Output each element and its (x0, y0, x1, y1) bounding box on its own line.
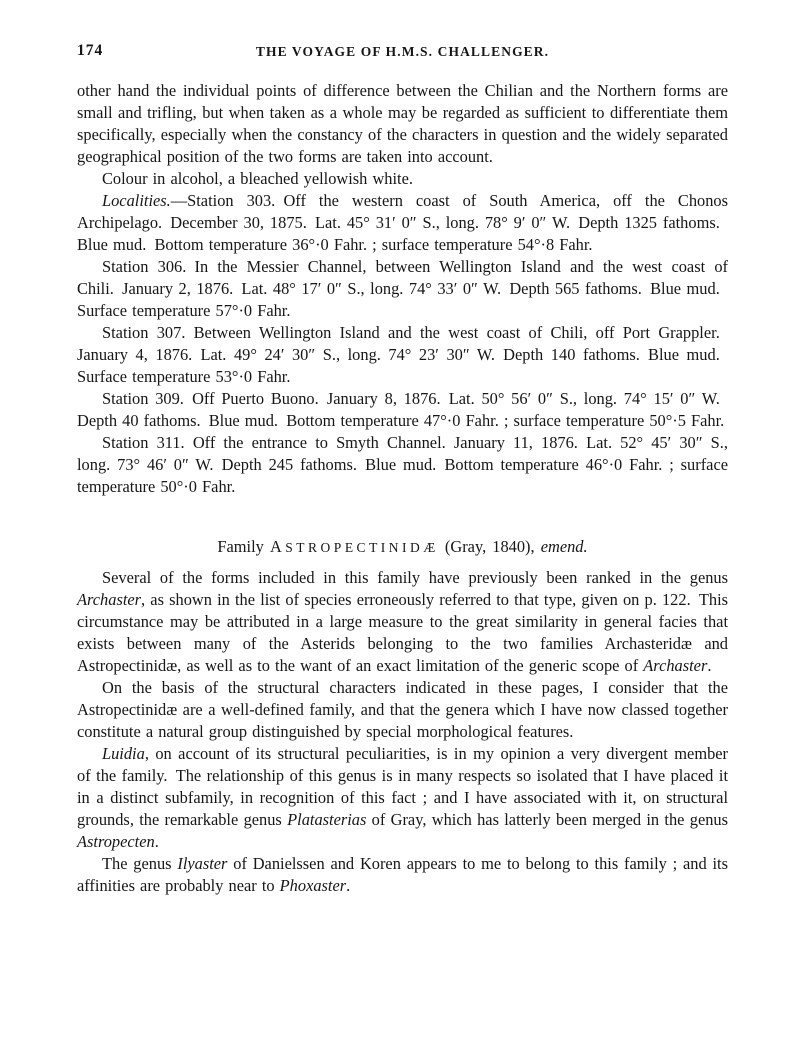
paragraph (77, 80, 728, 168)
page-header (77, 42, 728, 64)
text-segment: Luidia (102, 744, 145, 763)
text-segment: Phoxaster (279, 876, 347, 895)
text-segment: other hand the individual points of difference between the Chilian and the Northern forms are small and trifling, but when taken as a whole may be regarded as sufficient to differentiate them specifically, especially when the constancy of the characters in question and the widely separated geographical position of the two forms are taken into account. (77, 81, 728, 166)
page-body (77, 80, 728, 897)
paragraph (77, 743, 728, 853)
text-segment: Ilyaster (177, 854, 228, 873)
text-segment: . (154, 832, 159, 851)
text-segment: Astropecten (77, 832, 155, 851)
text-segment: Station 311. Off the entrance to Smyth Channel. January 11, 1876. Lat. 52° 45′ 30″ S., long. 73° 46′ 0″ W. Depth 245 fathoms. Blue mud. Bottom temperature 46°·0 Fahr. ; surface temperature 50°·0 Fahr. (77, 433, 728, 496)
text-segment: Family (217, 537, 270, 556)
text-segment: On the basis of the structural characters indicated in these pages, I consider that the Astropectinidæ are a well-defined family, and that the genera which I have now classed together constitute a natural group distinguished by special morphological features. (77, 678, 728, 741)
paragraph (77, 432, 728, 498)
text-segment: STROPECTINIDÆ (285, 540, 439, 555)
paragraph (77, 388, 728, 432)
text-segment: A (269, 537, 286, 556)
text-segment: , on account of its structural peculiarities, is in my opinion a very divergent member of the family. The relationship of this genus is in many respects so isolated that I have placed it in a distinct subfamily, in recognition of this fact ; and I have associated with it, on structural grounds, the remarkable genus (77, 744, 728, 829)
paragraph (77, 853, 728, 897)
paragraph (77, 322, 728, 388)
text-segment: The genus (102, 854, 178, 873)
text-segment: Archaster (643, 656, 708, 675)
text-segment: Station 307. Between Wellington Island and the west coast of Chili, off Port Grappler. January 4, 1876. Lat. 49° 24′ 30″ S., long. 74° 23′ 30″ W. Depth 140 fathoms. Blue mud. Surface temperature 53°·0 Fahr. (77, 323, 728, 386)
text-segment: Colour in alcohol, a bleached yellowish white. (102, 169, 413, 188)
page-number: 174 (77, 42, 104, 59)
text-segment: of Gray, which has latterly been merged in the genus (366, 810, 729, 829)
paragraph (77, 256, 728, 322)
text-segment: (Gray, 1840), (438, 537, 541, 556)
text-segment: emend. (540, 537, 588, 556)
text-segment: Platasterias (287, 810, 367, 829)
text-segment: Station 309. Off Puerto Buono. January 8, 1876. Lat. 50° 56′ 0″ S., long. 74° 15′ 0″ W. Depth 40 fathoms. Blue mud. Bottom temperature 47°·0 Fahr. ; surface temperature 50°·5 Fahr. (77, 389, 728, 430)
running-title: THE VOYAGE OF H.M.S. CHALLENGER. (255, 44, 550, 59)
paragraph (77, 677, 728, 743)
paragraph (77, 567, 728, 677)
text-segment: —Station 303. Off the western coast of South America, off the Chonos Archipelago. December 30, 1875. Lat. 45° 31′ 0″ S., long. 78° 9′ 0″ W. Depth 1325 fathoms. Blue mud. Bottom temperature 36°·0 Fahr. ; surface temperature 54°·8 Fahr. (77, 191, 728, 254)
paragraph (77, 190, 728, 256)
text-segment: , as shown in the list of species erroneously referred to that type, given on p. 122. This circumstance may be attributed in a large measure to the great similarity in general facies that exists between many of the Asterids belonging to the two families Archasteridæ and Astropectinidæ, as well as to the want of an exact limitation of the generic scope of (77, 590, 728, 675)
text-segment: . (707, 656, 712, 675)
text-segment: Localities. (102, 191, 171, 210)
text-segment: Several of the forms included in this family have previously been ranked in the genus (102, 568, 728, 587)
section-heading (77, 536, 728, 559)
text-segment: . (346, 876, 351, 895)
text-segment: Station 306. In the Messier Channel, between Wellington Island and the west coast of Chili. January 2, 1876. Lat. 48° 17′ 0″ S., long. 74° 33′ 0″ W. Depth 565 fathoms. Blue mud. Surface temperature 57°·0 Fahr. (77, 257, 728, 320)
text-segment: Archaster (77, 590, 142, 609)
paragraph (77, 168, 728, 190)
text-segment: of Danielssen and Koren appears to me to belong to this family ; and its affinities are probably near to (77, 854, 728, 895)
